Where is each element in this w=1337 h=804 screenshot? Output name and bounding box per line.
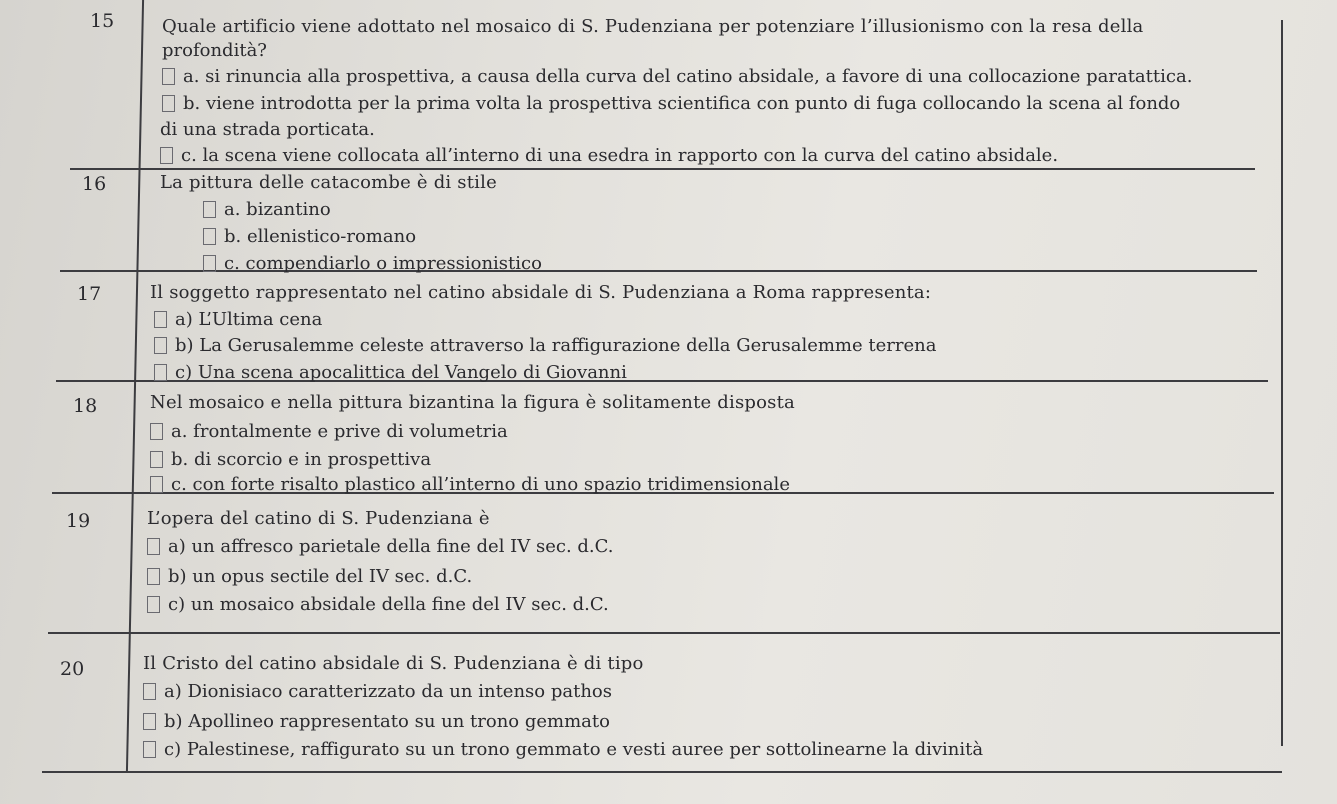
option-label: a. si rinuncia alla prospettiva, a causa della curva del catino absidale, a favore di una collocazione paratattica. bbox=[183, 66, 1193, 87]
answer-option[interactable] bbox=[150, 474, 790, 495]
question-number: 18 bbox=[73, 395, 98, 417]
checkbox-icon[interactable] bbox=[154, 311, 167, 328]
row-separator bbox=[70, 168, 1255, 170]
row-separator bbox=[48, 632, 1280, 634]
checkbox-icon[interactable] bbox=[154, 364, 167, 381]
answer-option[interactable] bbox=[143, 711, 610, 732]
option-label: a) L’Ultima cena bbox=[175, 309, 323, 330]
option-label: b) La Gerusalemme celeste attraverso la raffigurazione della Gerusalemme terrena bbox=[175, 335, 937, 356]
question-number: 19 bbox=[66, 510, 91, 532]
answer-option[interactable] bbox=[150, 449, 431, 470]
answer-option[interactable] bbox=[203, 199, 331, 220]
answer-option[interactable] bbox=[162, 66, 1192, 87]
answer-option[interactable] bbox=[160, 145, 1058, 166]
checkbox-icon[interactable] bbox=[203, 228, 216, 245]
answer-option[interactable] bbox=[162, 93, 1180, 114]
right-border bbox=[1281, 20, 1283, 746]
question-text-continuation: profondità? bbox=[162, 40, 267, 61]
checkbox-icon[interactable] bbox=[150, 451, 163, 468]
option-label: a. frontalmente e prive di volumetria bbox=[171, 421, 508, 442]
question-text: La pittura delle catacombe è di stile bbox=[160, 172, 497, 193]
option-label: c. compendiarlo o impressionistico bbox=[224, 253, 542, 274]
answer-option[interactable] bbox=[147, 536, 614, 557]
checkbox-icon[interactable] bbox=[150, 423, 163, 440]
question-text: Quale artificio viene adottato nel mosaico di S. Pudenziana per potenziare l’illusionismo con la resa della bbox=[162, 16, 1144, 37]
option-label: a) Dionisiaco caratterizzato da un intenso pathos bbox=[164, 681, 612, 702]
option-label: c) Una scena apocalittica del Vangelo di Giovanni bbox=[175, 362, 627, 383]
question-number: 16 bbox=[82, 173, 107, 195]
question-text: Il soggetto rappresentato nel catino absidale di S. Pudenziana a Roma rappresenta: bbox=[150, 282, 932, 303]
checkbox-icon[interactable] bbox=[147, 538, 160, 555]
row-separator bbox=[42, 771, 1282, 773]
answer-option[interactable] bbox=[143, 739, 983, 760]
answer-option[interactable] bbox=[203, 226, 416, 247]
option-continuation: di una strada porticata. bbox=[160, 119, 375, 140]
checkbox-icon[interactable] bbox=[203, 255, 216, 272]
column-divider bbox=[126, 0, 144, 772]
question-text: Nel mosaico e nella pittura bizantina la figura è solitamente disposta bbox=[150, 392, 795, 413]
answer-option[interactable] bbox=[154, 362, 627, 383]
option-label: a. bizantino bbox=[224, 199, 331, 220]
checkbox-icon[interactable] bbox=[147, 596, 160, 613]
option-label: b. ellenistico-romano bbox=[224, 226, 417, 247]
option-label: c) un mosaico absidale della fine del IV sec. d.C. bbox=[168, 594, 609, 615]
checkbox-icon[interactable] bbox=[143, 683, 156, 700]
option-label: a) un affresco parietale della fine del IV sec. d.C. bbox=[168, 536, 614, 557]
question-number: 15 bbox=[90, 10, 115, 32]
answer-option[interactable] bbox=[143, 681, 612, 702]
answer-option[interactable] bbox=[147, 566, 472, 587]
checkbox-icon[interactable] bbox=[150, 476, 163, 493]
checkbox-icon[interactable] bbox=[143, 713, 156, 730]
question-number: 20 bbox=[60, 658, 85, 680]
answer-option[interactable] bbox=[147, 594, 609, 615]
option-label: c) Palestinese, raffigurato su un trono gemmato e vesti auree per sottolinearne la divinità bbox=[164, 739, 984, 760]
answer-option[interactable] bbox=[154, 309, 322, 330]
option-label: c. con forte risalto plastico all’interno di uno spazio tridimensionale bbox=[171, 474, 790, 495]
answer-option[interactable] bbox=[154, 335, 936, 356]
checkbox-icon[interactable] bbox=[147, 568, 160, 585]
checkbox-icon[interactable] bbox=[162, 68, 175, 85]
question-number: 17 bbox=[77, 283, 102, 305]
option-label: b) un opus sectile del IV sec. d.C. bbox=[168, 566, 473, 587]
question-text: L’opera del catino di S. Pudenziana è bbox=[147, 508, 490, 529]
option-label: b. di scorcio e in prospettiva bbox=[171, 449, 432, 470]
checkbox-icon[interactable] bbox=[162, 95, 175, 112]
answer-option[interactable] bbox=[203, 253, 542, 274]
checkbox-icon[interactable] bbox=[154, 337, 167, 354]
checkbox-icon[interactable] bbox=[203, 201, 216, 218]
checkbox-icon[interactable] bbox=[143, 741, 156, 758]
question-text: Il Cristo del catino absidale di S. Pudenziana è di tipo bbox=[143, 653, 644, 674]
option-label: b. viene introdotta per la prima volta la prospettiva scientifica con punto di fuga collocando la scena al fondo bbox=[183, 93, 1181, 114]
checkbox-icon[interactable] bbox=[160, 147, 173, 164]
option-label: b) Apollineo rappresentato su un trono gemmato bbox=[164, 711, 610, 732]
answer-option[interactable] bbox=[150, 421, 508, 442]
option-label: c. la scena viene collocata all’interno di una esedra in rapporto con la curva del catino absidale. bbox=[181, 145, 1059, 166]
